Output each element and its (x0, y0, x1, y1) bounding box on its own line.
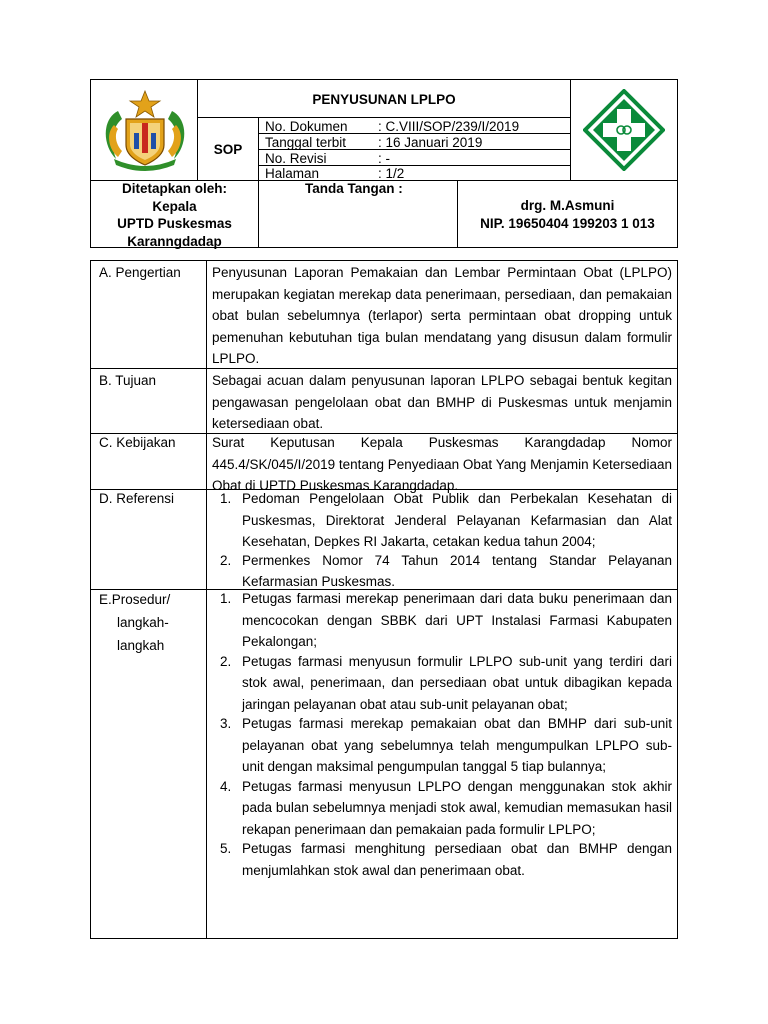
content-cell (206, 368, 678, 434)
section-label-line: langkah- (117, 615, 169, 630)
list-item (212, 488, 672, 553)
referensi-list (212, 488, 672, 593)
doc-info-label: Halaman (265, 166, 320, 181)
established-by-line: UPTD Puskesmas (117, 216, 232, 231)
signatory-name: drg. M.Asmuni (520, 198, 615, 213)
label-cell (90, 589, 207, 939)
regency-logo-cell (90, 79, 198, 181)
established-by-line: Ditetapkan oleh: (121, 181, 227, 196)
established-by-line: Karanngdadap (127, 233, 222, 249)
signature-label: Tanda Tangan : (305, 181, 403, 196)
list-item-text: Petugas farmasi merekap penerimaan dari data buku penerimaan dan mencocokan dengan SBBK dari UPT Instalasi Farmasi Kabupaten Pekalongan; (242, 591, 672, 649)
label-cell (90, 489, 207, 590)
list-item-number: 4. (220, 778, 232, 794)
doc-info-row (258, 133, 571, 150)
list-item (212, 776, 672, 841)
puskesmas-logo-icon (583, 89, 665, 171)
doc-info-label: No. Revisi (265, 151, 327, 166)
section-label (99, 588, 170, 657)
doc-info-row (258, 117, 571, 134)
list-item-number: 2. (220, 552, 232, 568)
list-item-number: 3. (220, 716, 232, 731)
signatory-nip: NIP. 19650404 199203 1 013 (480, 216, 655, 231)
content-table (90, 260, 678, 939)
list-item (212, 838, 672, 881)
pengertian-text: Penyusunan Laporan Pemakaian dan Lembar Permintaan Obat (LPLPO) merupakan kegiatan merekap data penerimaan, persediaan, dan pemakaian obat bulan sebelumnya (terlapor) serta permintaan obat dropping untuk pemenuhan kebutuhan tiga bulan mendatang yang disusun dalam formulir LPLPO. (212, 265, 672, 366)
label-cell (90, 368, 207, 434)
content-cell (206, 260, 678, 369)
label-cell (90, 260, 207, 369)
section-label-line: langkah (117, 638, 165, 653)
list-item (212, 713, 672, 778)
established-by-cell (90, 180, 259, 248)
section-label: C. Kebijakan (99, 435, 176, 450)
sop-label: SOP (213, 142, 243, 157)
content-cell (206, 589, 678, 939)
sop-cell (197, 117, 259, 181)
document-title: PENYUSUNAN LPLPO (312, 92, 456, 107)
header-table (90, 79, 678, 248)
doc-info-value: : C.VIII/SOP/239/I/2019 (378, 119, 520, 134)
list-item-number: 1. (220, 591, 232, 606)
established-by-block (91, 180, 258, 250)
doc-info-value: : 1/2 (378, 166, 405, 181)
kebijakan-text: Surat Keputusan Kepala Puskesmas Karangdadap Nomor 445.4/SK/045/I/2019 tentang Penyediaan Obat Yang Menjamin Ketersediaan Obat di UPTD Puskesmas Karangdadap. (212, 435, 672, 493)
doc-info-row (258, 165, 571, 181)
doc-info-row (258, 149, 571, 166)
doc-info-label: Tanggal terbit (265, 135, 347, 150)
list-item-text: Petugas farmasi menyusun formulir LPLPO sub-unit yang terdiri dari stok awal, penerimaan, dan persediaan obat untuk dibagikan kepada jaringan pelayanan obat atau sub-unit pelayanan obat; (242, 653, 672, 712)
list-item (212, 651, 672, 716)
list-item (212, 550, 672, 593)
prosedur-list (212, 588, 672, 881)
signatory-cell (457, 180, 678, 248)
section-label: B. Tujuan (99, 373, 157, 388)
doc-info-value: : 16 Januari 2019 (378, 135, 483, 150)
content-cell (206, 433, 678, 493)
list-item-number: 1. (220, 491, 232, 506)
list-item-text: Permenkes Nomor 74 Tahun 2014 tentang Standar Pelayanan Kefarmasian Puskesmas. (242, 552, 672, 589)
section-label: A. Pengertian (99, 265, 181, 280)
section-label: D. Referensi (99, 491, 175, 506)
doc-info-value: : - (378, 151, 390, 166)
tujuan-text: Sebagai acuan dalam penyusunan laporan LPLPO sebagai bentuk kegitan pengawasan pengelolaan obat dan BMHP di Puskesmas untuk menjamin ketersediaan obat. (212, 373, 672, 431)
signature-cell (258, 180, 458, 248)
section-label-line: E.Prosedur/ (99, 592, 171, 607)
list-item-text: Petugas farmasi menghitung persediaan obat dan BMHP dengan menjumlahkan stok awal dan penerimaan obat. (242, 841, 672, 878)
list-item-text: Pedoman Pengelolaan Obat Publik dan Perbekalan Kesehatan di Puskesmas, Direktorat Jenderal Pelayanan Kefarmasian dan Alat Kesehatan, Depkes RI Jakarta, cetakan kedua tahun 2004; (242, 491, 672, 549)
puskesmas-logo-cell (570, 79, 678, 181)
list-item-text: Petugas farmasi menyusun LPLPO dengan menggunakan stok akhir pada bulan sebelumnya menjadi stok awal, kemudian memasukan hasil rekapan penerimaan dan pemakaian pada formulir LPLPO; (242, 778, 672, 837)
doc-info-label: No. Dokumen (265, 119, 348, 134)
label-cell (90, 433, 207, 490)
established-by-line: Kepala (152, 198, 197, 214)
regency-emblem-icon (100, 89, 190, 173)
content-cell (206, 489, 678, 590)
list-item-text: Petugas farmasi merekap pemakaian obat dan BMHP dari sub-unit pelayanan obat yang sebelumnya telah mengumpulkan LPLPO sub-unit dengan maksimal pengumpulan tanggal 5 tiap bulannya; (242, 716, 672, 774)
list-item-number: 5. (220, 841, 232, 856)
list-item-number: 2. (220, 653, 232, 669)
title-cell (197, 79, 571, 118)
list-item (212, 588, 672, 653)
